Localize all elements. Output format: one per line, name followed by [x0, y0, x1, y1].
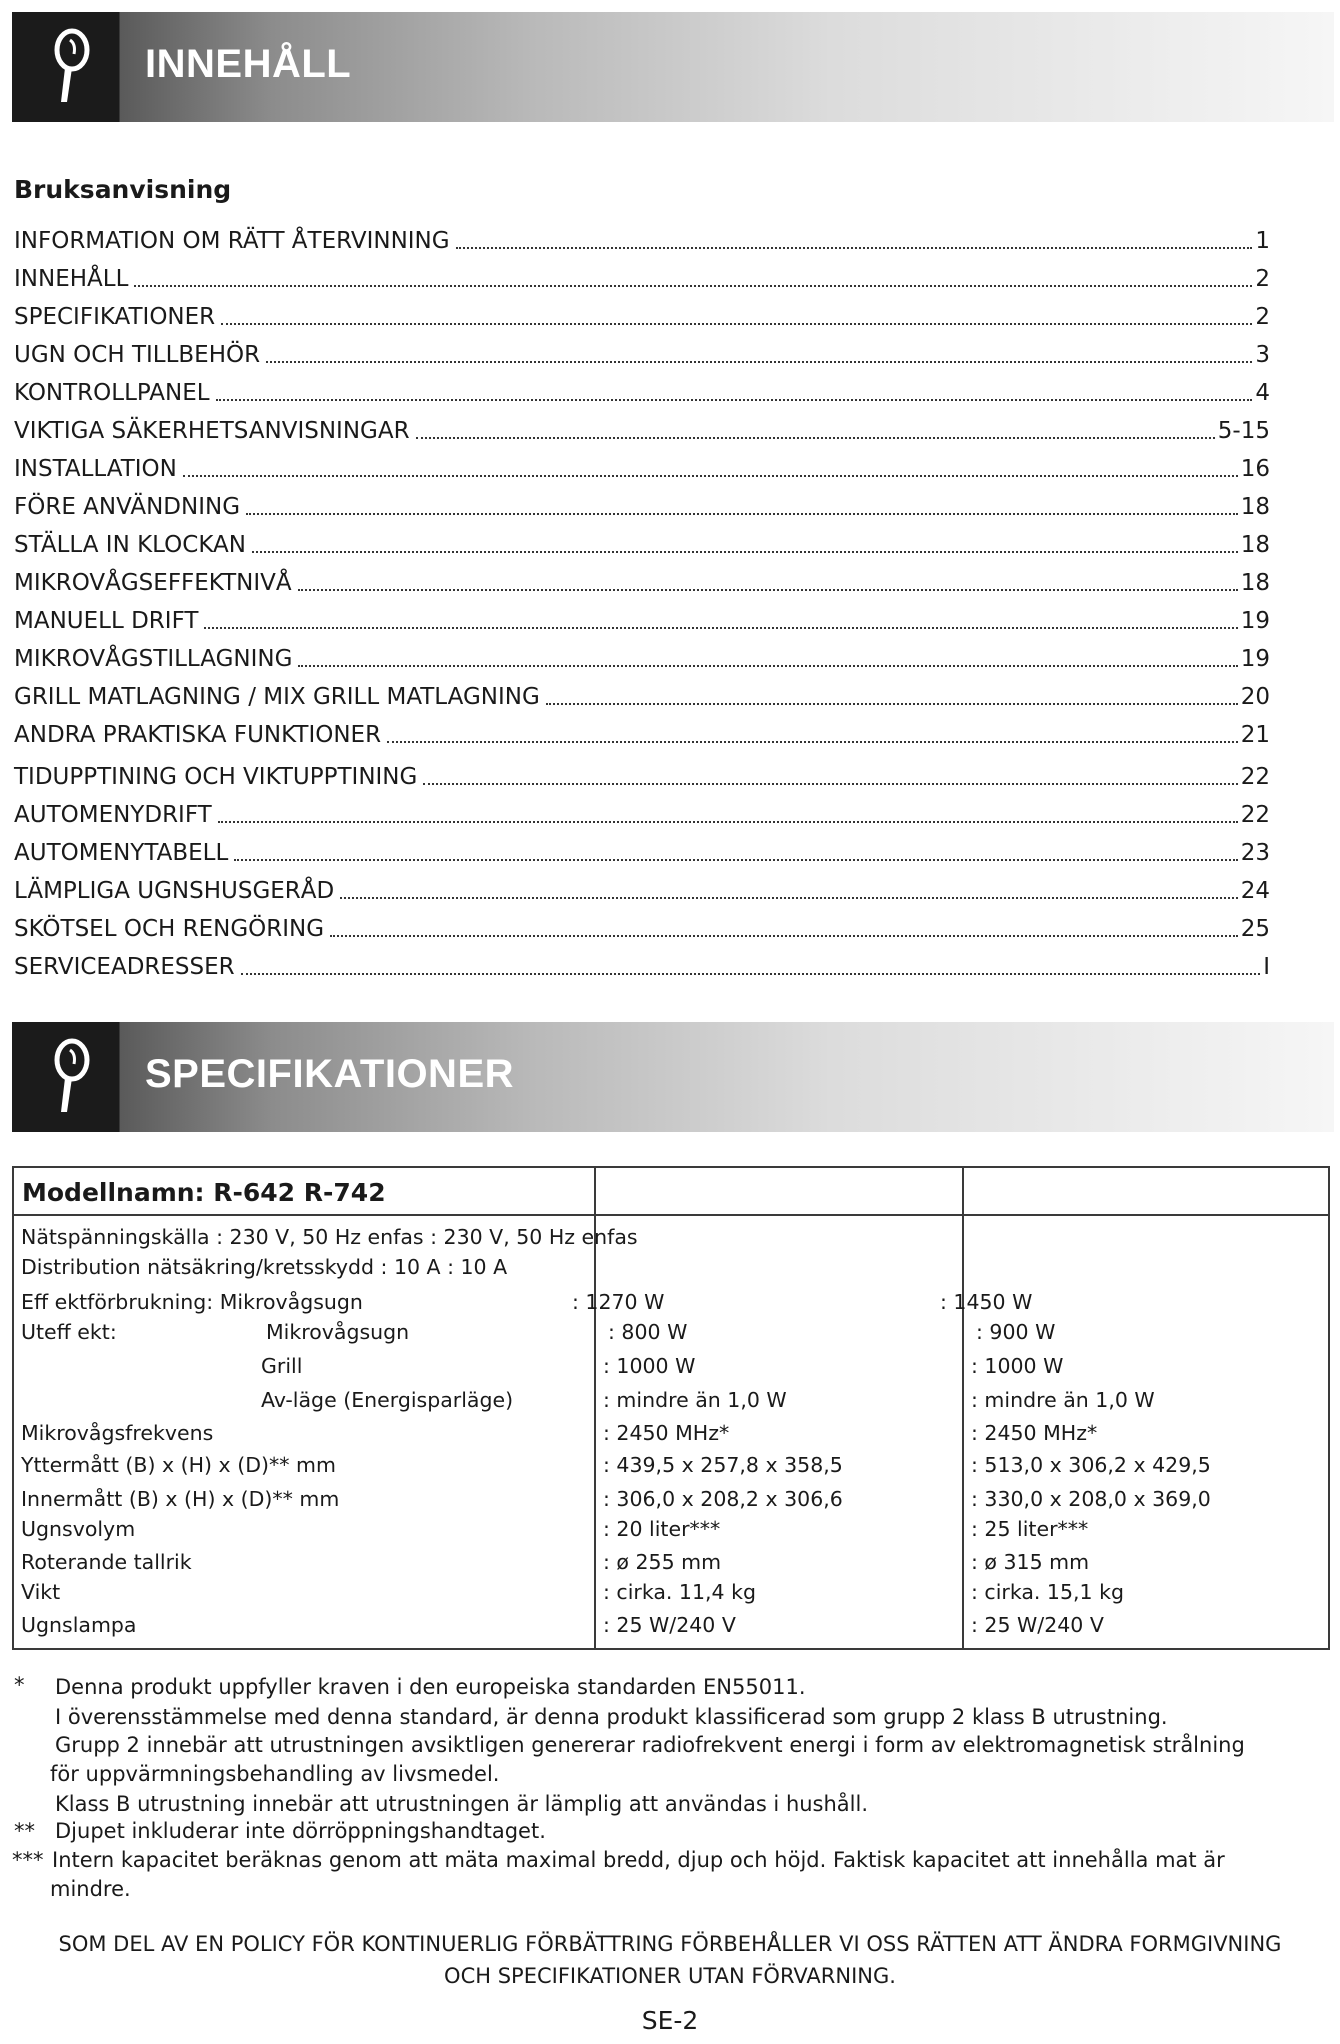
- toc-entry-label: GRILL MATLAGNING / MIX GRILL MATLAGNING: [14, 684, 540, 710]
- toc-entry[interactable]: [14, 872, 1270, 906]
- output-grill-label: Grill: [261, 1354, 303, 1378]
- toc-entry[interactable]: [14, 948, 1270, 982]
- consumption-label: Eff ektförbrukning: Mikrovågsugn: [21, 1290, 363, 1314]
- footnote-text: mindre.: [50, 1877, 131, 1901]
- spec-row-r742: : ø 315 mm: [971, 1550, 1090, 1574]
- toc-entry-page: 3: [1255, 342, 1270, 368]
- model-name: Modellnamn: R-642 R-742: [22, 1178, 386, 1207]
- toc-leader-dots: [252, 550, 1238, 553]
- toc-entry-label: SPECIFIKATIONER: [14, 304, 216, 330]
- spec-row-r742: : 25 W/240 V: [971, 1613, 1104, 1637]
- footnote-text: Klass B utrustning innebär att utrustningen är lämplig att användas i hushåll.: [55, 1792, 869, 1816]
- spec-row-r742: : 330,0 x 208,0 x 369,0: [971, 1487, 1211, 1511]
- footnote-text: Grupp 2 innebär att utrustningen avsiktligen genererar radiofrekvent energi i form av elektromagnetisk strålning: [55, 1733, 1245, 1757]
- toc-leader-dots: [340, 896, 1237, 899]
- toc-entry-label: SERVICEADRESSER: [14, 954, 235, 980]
- toc-entry[interactable]: [14, 564, 1270, 598]
- spec-row-r742: : 2450 MHz*: [971, 1421, 1098, 1445]
- spec-row-label: Vikt: [21, 1580, 61, 1604]
- spec-row-r642: : cirka. 11,4 kg: [603, 1580, 756, 1604]
- toc-entry[interactable]: [14, 336, 1270, 370]
- lightbulb-info-icon: [50, 1038, 90, 1116]
- output-grill-r642: : 1000 W: [603, 1354, 696, 1378]
- toc-entry-page: 25: [1240, 916, 1270, 942]
- toc-entry-label: KONTROLLPANEL: [14, 380, 210, 406]
- toc-leader-dots: [423, 782, 1237, 785]
- toc-entry[interactable]: [14, 758, 1270, 792]
- spec-row-r642: : 20 liter***: [603, 1517, 721, 1541]
- consumption-r642: : 1270 W: [572, 1290, 665, 1314]
- footnote-text: för uppvärmningsbehandling av livsmedel.: [50, 1762, 500, 1786]
- footnote-mark: ***: [12, 1848, 44, 1872]
- toc-leader-dots: [241, 972, 1261, 975]
- toc-entry-page: 1: [1255, 228, 1270, 254]
- toc-entry-page: 16: [1240, 456, 1270, 482]
- toc-leader-dots: [298, 588, 1238, 591]
- toc-entry-page: 22: [1240, 764, 1270, 790]
- toc-leader-dots: [183, 474, 1238, 477]
- toc-entry[interactable]: [14, 412, 1270, 446]
- toc-leader-dots: [387, 740, 1238, 743]
- spec-row-r642: : 25 W/240 V: [603, 1613, 736, 1637]
- spec-title: SPECIFIKATIONER: [145, 1052, 515, 1096]
- footnote-text: I överensstämmelse med denna standard, är denna produkt klassificerad som grupp 2 klass B utrustning.: [55, 1705, 1168, 1729]
- toc-entry[interactable]: [14, 640, 1270, 674]
- toc-entry-label: MIKROVÅGSEFFEKTNIVÅ: [14, 570, 292, 596]
- toc-entry[interactable]: [14, 834, 1270, 868]
- page-number: SE-2: [641, 2006, 699, 2035]
- toc-entry[interactable]: [14, 374, 1270, 408]
- toc-entry-page: 19: [1240, 608, 1270, 634]
- output-grill-r742: : 1000 W: [971, 1354, 1064, 1378]
- toc-entry[interactable]: [14, 450, 1270, 484]
- footnote-text: Denna produkt uppfyller kraven i den europeiska standarden EN55011.: [55, 1675, 806, 1699]
- output-off-r742: : mindre än 1,0 W: [971, 1388, 1155, 1412]
- output-microwave-label: Mikrovågsugn: [266, 1320, 410, 1344]
- toc-entry[interactable]: [14, 260, 1270, 294]
- footnote-text: Intern kapacitet beräknas genom att mäta maximal bredd, djup och höjd. Faktisk kapacitet att innehålla mat är: [52, 1848, 1225, 1872]
- spec-divider: [12, 1214, 1330, 1216]
- toc-leader-dots: [246, 512, 1238, 515]
- toc-entry-label: MIKROVÅGSTILLAGNING: [14, 646, 293, 672]
- toc-entry-page: 24: [1240, 878, 1270, 904]
- toc-entry-page: 18: [1240, 570, 1270, 596]
- contents-section-header: [12, 12, 1334, 122]
- toc-leader-dots: [218, 820, 1238, 823]
- toc-leader-dots: [234, 858, 1237, 861]
- toc-entry-label: AUTOMENYDRIFT: [14, 802, 212, 828]
- toc-leader-dots: [416, 436, 1215, 439]
- toc-entry-label: FÖRE ANVÄNDNING: [14, 494, 241, 520]
- spec-section-header: [12, 1022, 1334, 1132]
- spec-divider: [962, 1166, 964, 1650]
- toc-entry[interactable]: [14, 796, 1270, 830]
- toc-leader-dots: [134, 284, 1252, 287]
- toc-entry-page: 2: [1255, 266, 1270, 292]
- toc-leader-dots: [330, 934, 1238, 937]
- spec-row-label: Ugnslampa: [21, 1613, 137, 1637]
- spec-row-r642: : 306,0 x 208,2 x 306,6: [603, 1487, 843, 1511]
- spec-row-label: Ugnsvolym: [21, 1517, 136, 1541]
- toc-entry-label: STÄLLA IN KLOCKAN: [14, 532, 246, 558]
- footnote-mark: **: [14, 1819, 35, 1843]
- lightbulb-info-icon: [50, 28, 90, 106]
- toc-entry[interactable]: [14, 488, 1270, 522]
- output-label: Uteff ekt:: [21, 1320, 117, 1344]
- spec-row-r742: : 513,0 x 306,2 x 429,5: [971, 1453, 1211, 1477]
- toc-entry-label: TIDUPPTINING OCH VIKTUPPTINING: [14, 764, 418, 790]
- toc-entry-label: VIKTIGA SÄKERHETSANVISNINGAR: [14, 418, 410, 444]
- toc-leader-dots: [298, 664, 1237, 667]
- toc-entry-label: MANUELL DRIFT: [14, 608, 199, 634]
- toc-entry-label: INNEHÅLL: [14, 266, 129, 292]
- supply-text: Nätspänningskälla : 230 V, 50 Hz enfas : 230 V, 50 Hz enfas: [21, 1225, 638, 1249]
- toc-leader-dots: [546, 702, 1238, 705]
- output-off-label: Av-läge (Energisparläge): [261, 1388, 514, 1412]
- toc-leader-dots: [204, 626, 1237, 629]
- spec-row-r642: : ø 255 mm: [603, 1550, 722, 1574]
- spec-row-r642: : 2450 MHz*: [603, 1421, 730, 1445]
- toc-heading: Bruksanvisning: [14, 175, 232, 204]
- toc-entry[interactable]: [14, 678, 1270, 712]
- toc-entry-page: 18: [1240, 532, 1270, 558]
- toc-entry-label: LÄMPLIGA UGNSHUSGERÅD: [14, 878, 335, 904]
- output-microwave-r742: : 900 W: [976, 1320, 1056, 1344]
- toc-entry[interactable]: [14, 910, 1270, 944]
- toc-entry-label: ANDRA PRAKTISKA FUNKTIONER: [14, 722, 382, 748]
- toc-entry-page: 18: [1240, 494, 1270, 520]
- spec-row-r642: : 439,5 x 257,8 x 358,5: [603, 1453, 843, 1477]
- policy-text: SOM DEL AV EN POLICY FÖR KONTINUERLIG FÖRBÄTTRING FÖRBEHÅLLER VI OSS RÄTTEN ATT ÄNDRA FORMGIVNING: [58, 1932, 1282, 1956]
- toc-entry-page: 5-15: [1217, 418, 1270, 444]
- footnote-mark: *: [14, 1673, 25, 1697]
- toc-entry-label: SKÖTSEL OCH RENGÖRING: [14, 916, 325, 942]
- spec-row-label: Yttermått (B) x (H) x (D)** mm: [21, 1453, 336, 1477]
- toc-entry-page: 2: [1255, 304, 1270, 330]
- footnote-text: Djupet inkluderar inte dörröppningshandtaget.: [55, 1819, 546, 1843]
- toc-entry-page: 20: [1240, 684, 1270, 710]
- toc-entry-page: 22: [1240, 802, 1270, 828]
- policy-text: OCH SPECIFIKATIONER UTAN FÖRVARNING.: [444, 1964, 896, 1988]
- toc-entry-label: INSTALLATION: [14, 456, 177, 482]
- toc-leader-dots: [456, 246, 1253, 249]
- spec-row-r742: : 25 liter***: [971, 1517, 1089, 1541]
- toc-leader-dots: [216, 398, 1253, 401]
- toc-entry-page: 21: [1240, 722, 1270, 748]
- contents-title: INNEHÅLL: [145, 42, 352, 86]
- toc-entry[interactable]: [14, 298, 1270, 332]
- toc-leader-dots: [221, 322, 1252, 325]
- spec-row-r742: : cirka. 15,1 kg: [971, 1580, 1124, 1604]
- spec-row-label: Innermått (B) x (H) x (D)** mm: [21, 1487, 340, 1511]
- toc-entry-page: 19: [1240, 646, 1270, 672]
- toc-leader-dots: [266, 360, 1252, 363]
- toc-entry-label: INFORMATION OM RÄTT ÅTERVINNING: [14, 228, 450, 254]
- toc-entry-page: 4: [1255, 380, 1270, 406]
- output-microwave-r642: : 800 W: [608, 1320, 688, 1344]
- toc-entry-label: AUTOMENYTABELL: [14, 840, 229, 866]
- spec-row-label: Roterande tallrik: [21, 1550, 192, 1574]
- spec-row-label: Mikrovågsfrekvens: [21, 1421, 214, 1445]
- toc-entry-label: UGN OCH TILLBEHÖR: [14, 342, 261, 368]
- toc-entry[interactable]: [14, 526, 1270, 560]
- toc-entry[interactable]: [14, 602, 1270, 636]
- toc-entry-page: 23: [1240, 840, 1270, 866]
- distribution-text: Distribution nätsäkring/kretsskydd : 10 A : 10 A: [21, 1255, 508, 1279]
- toc-entry[interactable]: [14, 716, 1270, 750]
- consumption-r742: : 1450 W: [940, 1290, 1033, 1314]
- toc-entry[interactable]: [14, 222, 1270, 256]
- toc-entry-page: I: [1263, 954, 1270, 980]
- output-off-r642: : mindre än 1,0 W: [603, 1388, 787, 1412]
